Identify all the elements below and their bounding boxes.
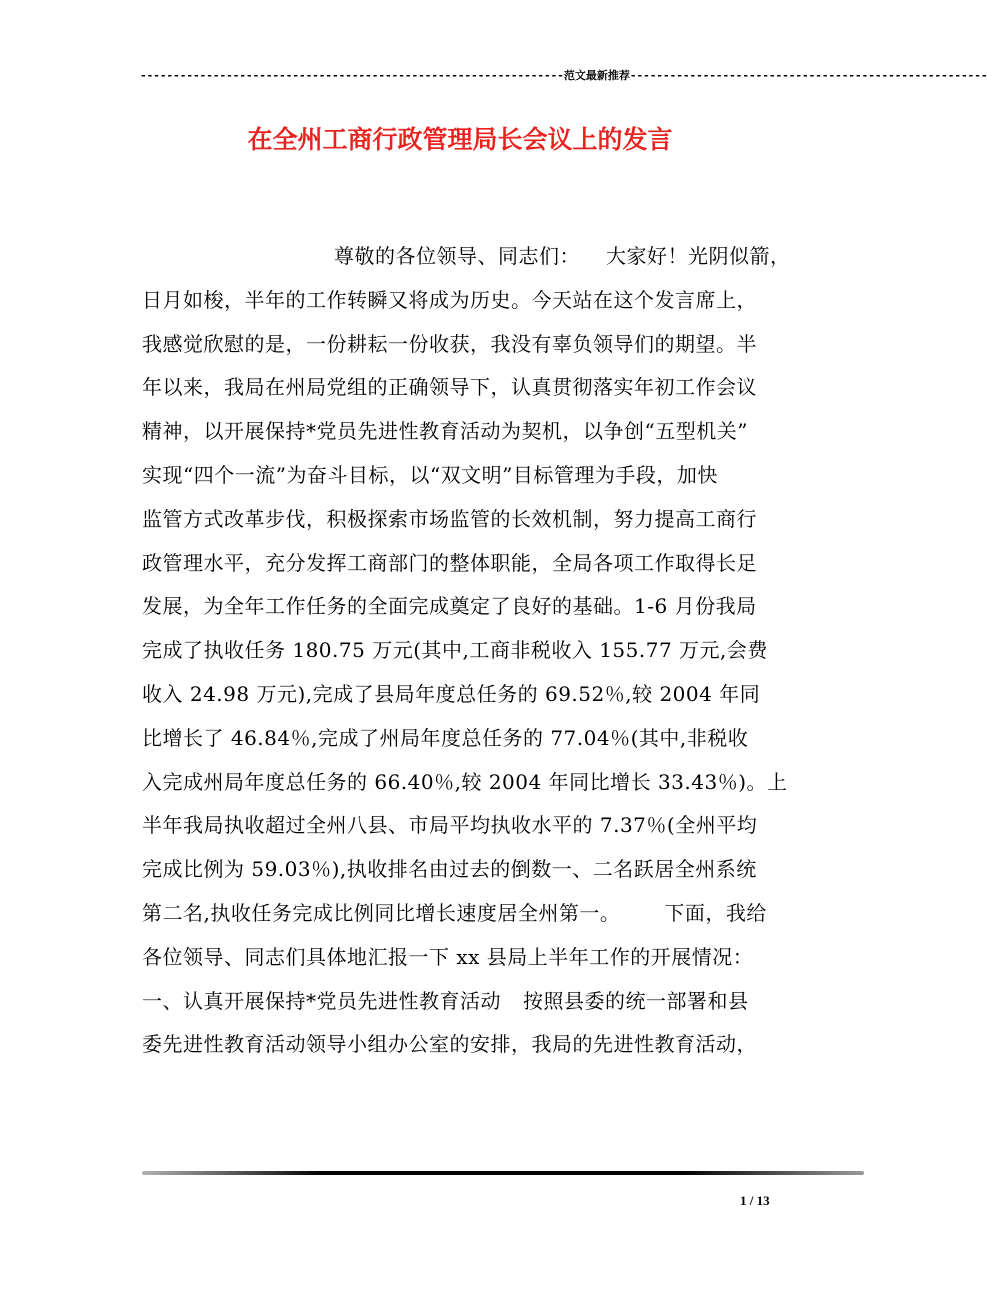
body-line: 半年我局执收超过全州八县、市局平均执收水平的 7.37％(全州平均 [142,813,758,838]
page-number: 1 / 13 [740,1193,770,1208]
greeting: 大家好！光阴似箭， [606,244,791,268]
salutation: 尊敬的各位领导、同志们： [334,244,580,268]
body-line: 入完成州局年度总任务的 66.40％,较 2004 年同比增长 33.43％)。上 [142,769,788,794]
body-line: 政管理水平，充分发挥工商部门的整体职能，全局各项工作取得长足 [142,550,757,575]
body-line [142,235,791,279]
body-line: 我感觉欣慰的是，一份耕耘一份收获，我没有辜负领导们的期望。半 [142,331,757,356]
body-line: 收入 24.98 万元),完成了县局年度总任务的 69.52％,较 2004 年同 [142,681,761,706]
section-heading: 一、认真开展保持*党员先进性教育活动 [142,988,501,1013]
body-line: 年以来，我局在州局党组的正确领导下，认真贯彻落实年初工作会议 [142,375,757,400]
body-line: 委先进性教育活动领导小组办公室的安排，我局的先进性教育活动， [142,1032,757,1057]
body-line: 完成比例为 59.03％),执收排名由过去的倒数一、二名跃居全州系统 [142,857,757,882]
body-line: 精神，以开展保持*党员先进性教育活动为契机，以争创“五型机关” [142,419,748,444]
body-segment: 第二名,执收任务完成比例同比增长速度居全州第一。 [142,900,621,925]
body-line: 比增长了 46.84％,完成了州局年度总任务的 77.04％(其中,非税收 [142,725,749,750]
body-line: 完成了执收任务 180.75 万元(其中,工商非税收入 155.77 万元,会费 [142,638,768,663]
header-banner: ----------------------------------------------------------------范文最新推荐------------------------------------------------------ [140,69,987,82]
body-line: 各位领导、同志们具体地汇报一下 xx 县局上半年工作的开展情况： [142,944,754,969]
body-line: 实现“四个一流”为奋斗目标，以“双文明”目标管理为手段，加快 [142,462,718,487]
body-line [142,980,782,1024]
body-line: 发展，为全年工作任务的全面完成奠定了良好的基础。1-6 月份我局 [142,594,757,619]
body-line: 监管方式改革步伐，积极探索市场监管的长效机制，努力提高工商行 [142,506,757,531]
body-line [142,892,782,936]
document-body [142,235,791,1067]
body-segment: 按照县委的统一部署和县 [523,988,749,1013]
document-title: 在全州工商行政管理局长会议上的发言 [247,125,673,154]
body-line: 日月如梭，半年的工作转瞬又将成为历史。今天站在这个发言席上， [142,287,757,312]
footer-rule [142,1171,864,1175]
body-segment: 下面，我给 [664,900,767,925]
